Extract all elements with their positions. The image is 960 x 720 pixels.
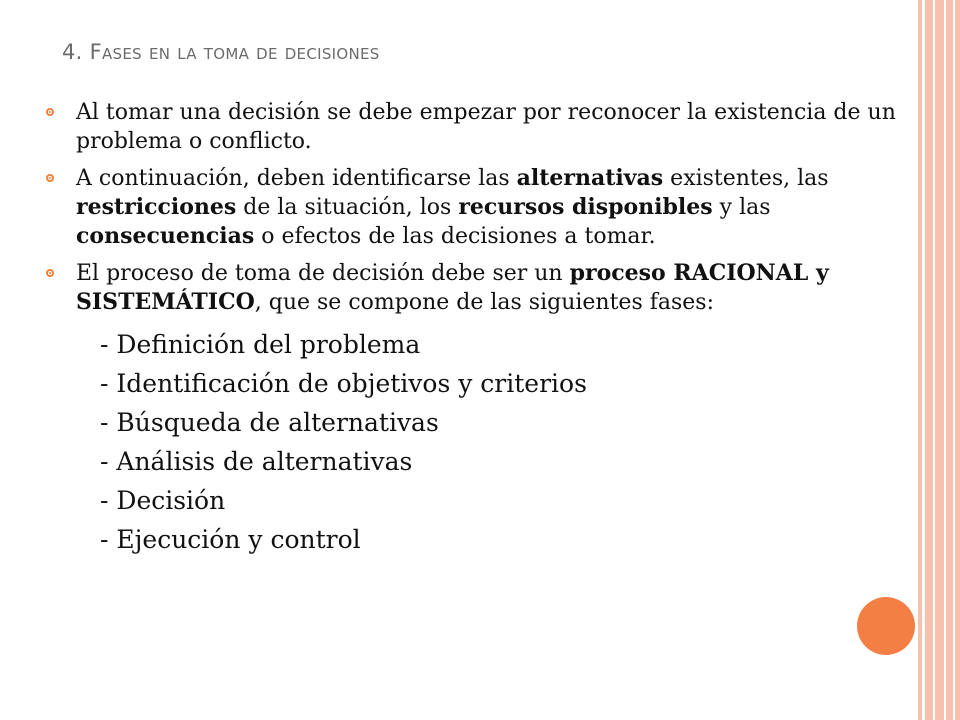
bullet-emphasis: recursos disponibles <box>458 194 713 220</box>
phase-item: - Decisión <box>100 486 226 515</box>
phase-item: - Definición del problema <box>100 330 421 359</box>
bullet-text: El proceso de toma de decisión debe ser un <box>76 261 570 286</box>
bullet-emphasis: consecuencias <box>76 223 255 249</box>
phase-list <box>100 325 906 559</box>
bullet-item <box>46 164 906 251</box>
bullet-text: y las <box>712 195 771 220</box>
bullet-text: o efectos de las decisiones a tomar. <box>254 224 656 249</box>
phase-item: - Búsqueda de alternativas <box>100 408 439 437</box>
bullet-circle-icon <box>46 174 54 182</box>
bullet-text: de la situación, los <box>236 195 459 220</box>
slide-title: 4. Fases en la toma de decisiones <box>62 40 380 64</box>
phase-item: - Ejecución y control <box>100 525 361 554</box>
slide-body <box>46 98 906 559</box>
rail-stripe <box>953 0 955 720</box>
rail-stripe <box>933 0 935 720</box>
phase-item: - Identificación de objetivos y criterios <box>100 369 587 398</box>
decorative-orange-circle <box>857 597 915 655</box>
bullet-text: Al tomar una decisión se debe empezar por reconocer la existencia de un problema o conflicto. <box>76 100 896 154</box>
phase-item: - Análisis de alternativas <box>100 447 413 476</box>
bullet-emphasis: alternativas <box>516 165 664 191</box>
bullet-circle-icon <box>46 269 54 277</box>
bullet-text: existentes, las <box>663 166 829 191</box>
rail-stripe <box>944 0 946 720</box>
bullet-text: A continuación, deben identificarse las <box>76 166 517 191</box>
bullet-circle-icon <box>46 108 54 116</box>
bullet-item <box>46 98 906 156</box>
bullet-item <box>46 259 906 317</box>
bullet-text: , que se compone de las siguientes fases: <box>254 290 715 315</box>
decorative-side-rail <box>918 0 960 720</box>
bullet-emphasis: proceso RACIONAL y SISTEMÁTICO <box>76 260 829 315</box>
bullet-emphasis: restricciones <box>76 194 237 220</box>
rail-stripe <box>922 0 925 720</box>
